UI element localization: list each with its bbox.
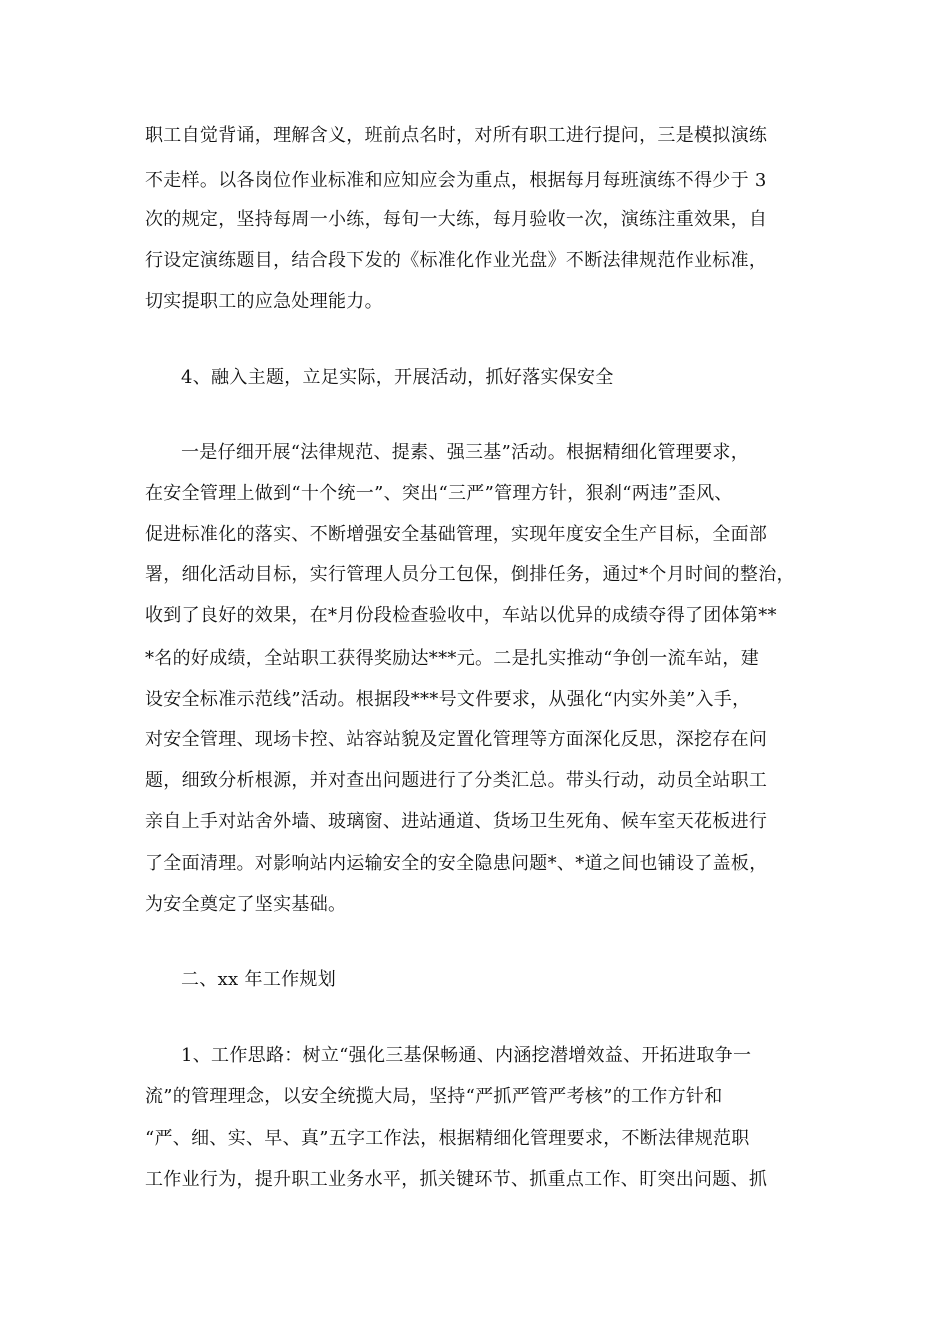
paragraph-2-line-7: 设安全标准示范线”活动。根据段***号文件要求，从强化“内实外美”入手， xyxy=(145,689,751,710)
paragraph-3-line-1: 1、工作思路：树立“强化三基保畅通、内涵挖潜增效益、开拓进取争一 xyxy=(181,1045,752,1066)
paragraph-2-line-8: 对安全管理、现场卡控、站容站貌及定置化管理等方面深化反思，深挖存在问 xyxy=(145,729,768,750)
section-heading-4: 4、融入主题，立足实际，开展活动，抓好落实保安全 xyxy=(181,367,614,388)
paragraph-2-line-3: 促进标准化的落实、不断增强安全基础管理，实现年度安全生产目标，全面部 xyxy=(145,524,768,545)
paragraph-2-line-10: 亲自上手对站舍外墙、玻璃窗、进站通道、货场卫生死角、候车室天花板进行 xyxy=(145,811,768,832)
paragraph-1-line-4: 行设定演练题目，结合段下发的《标准化作业光盘》不断法律规范作业标准， xyxy=(145,250,768,271)
paragraph-3-line-3: “严、细、实、早、真”五字工作法，根据精细化管理要求，不断法律规范职 xyxy=(145,1128,750,1149)
paragraph-3-line-4: 工作业行为，提升职工业务水平，抓关键环节、抓重点工作、盯突出问题、抓 xyxy=(145,1169,768,1190)
paragraph-2-line-1: 一是仔细开展“法律规范、提素、强三基”活动。根据精细化管理要求， xyxy=(181,442,750,463)
paragraph-2-line-11: 了全面清理。对影响站内运输安全的安全隐患问题*、*道之间也铺设了盖板， xyxy=(145,853,768,874)
paragraph-2-line-9: 题，细致分析根源，并对查出问题进行了分类汇总。带头行动，动员全站职工 xyxy=(145,770,768,791)
paragraph-1-line-3: 次的规定，坚持每周一小练，每旬一大练，每月验收一次，演练注重效果，自 xyxy=(145,209,768,230)
paragraph-2-line-6: *名的好成绩，全站职工获得奖励达***元。二是扎实推动“争创一流车站，建 xyxy=(145,648,759,669)
paragraph-1-line-2: 不走样。以各岗位作业标准和应知应会为重点，根据每月每班演练不得少于 3 xyxy=(145,170,767,191)
section-2-heading: 二、xx 年工作规划 xyxy=(181,969,337,990)
paragraph-3-line-2: 流”的管理理念，以安全统揽大局，坚持“严抓严管严考核”的工作方针和 xyxy=(145,1086,723,1107)
paragraph-1-line-1: 职工自觉背诵，理解含义，班前点名时，对所有职工进行提问，三是模拟演练 xyxy=(145,125,768,146)
paragraph-2-line-2: 在安全管理上做到“十个统一”、突出“三严”管理方针，狠刹“两违”歪风、 xyxy=(145,483,733,504)
paragraph-2-line-4: 署，细化活动目标，实行管理人员分工包保，倒排任务，通过*个月时间的整治， xyxy=(145,564,795,585)
paragraph-1-line-5: 切实提职工的应急处理能力。 xyxy=(145,291,383,312)
paragraph-2-line-12: 为安全奠定了坚实基础。 xyxy=(145,894,347,915)
paragraph-2-line-5: 收到了良好的效果，在*月份段检查验收中，车站以优异的成绩夺得了团体第** xyxy=(145,605,777,626)
